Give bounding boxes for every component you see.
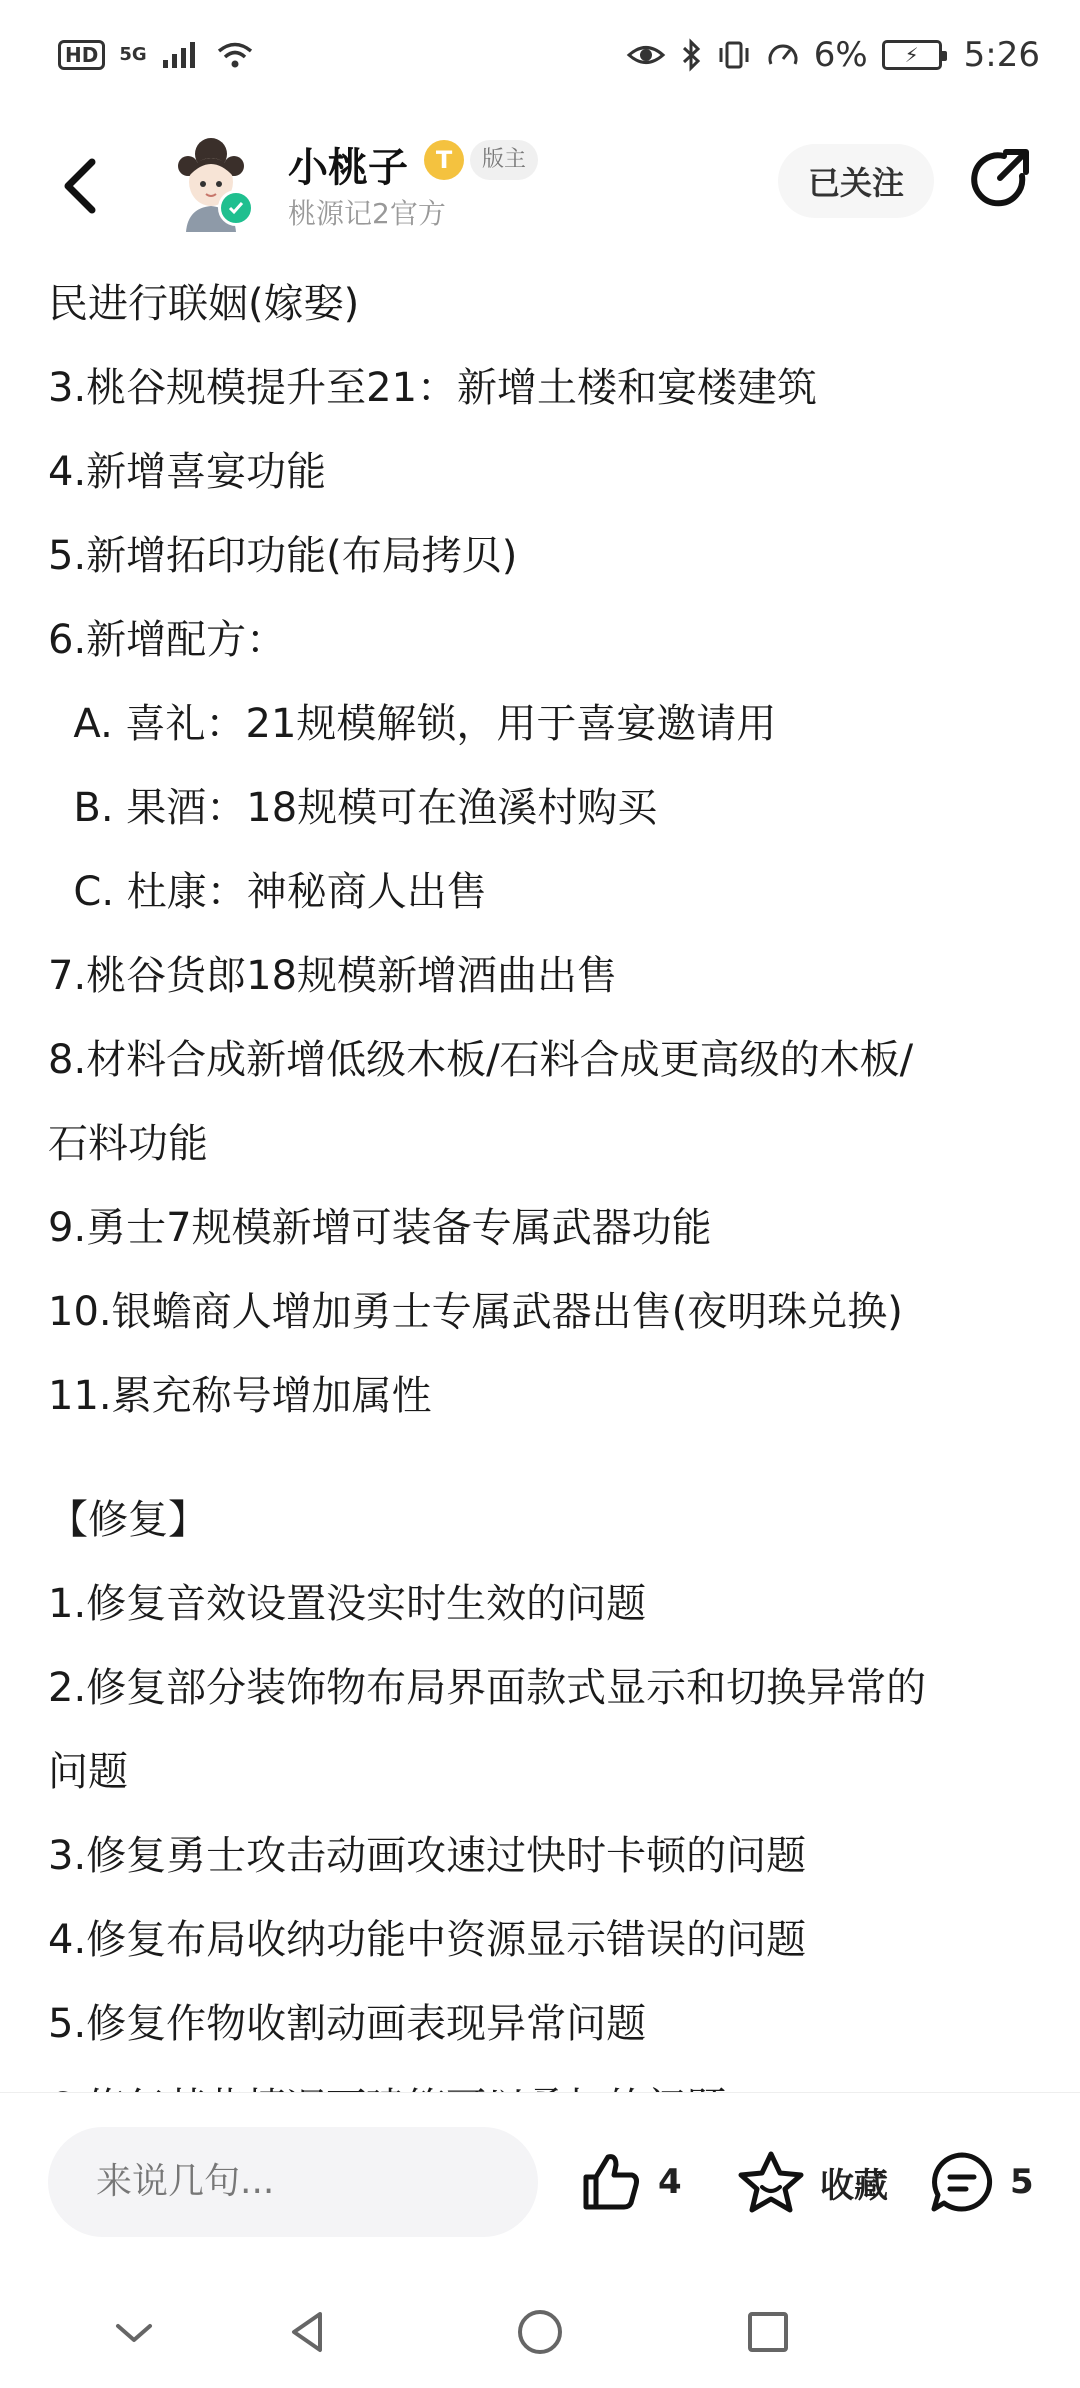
action-bar [0, 2092, 1080, 2272]
content-line: 10.银蟾商人增加勇士专属武器出售(夜明珠兑换) [48, 1289, 903, 1335]
signal-icon [161, 40, 201, 70]
user-subtitle: 桃源记2官方 [288, 197, 446, 230]
coin-badge: T [424, 140, 464, 180]
content-line: 3.修复勇士攻击动画攻速过快时卡顿的问题 [48, 1833, 807, 1879]
battery-icon: ⚡ [882, 40, 942, 70]
section-heading: 【修复】 [48, 1497, 208, 1543]
comment-count: 5 [1010, 2162, 1034, 2202]
post-content [48, 262, 1048, 2092]
status-time: 5:26 [963, 35, 1040, 75]
back-arrow-icon[interactable] [52, 150, 112, 222]
content-line: 5.新增拓印功能(布局拷贝) [48, 533, 518, 579]
paragraph-gap [48, 1438, 1048, 1478]
content-line: 石料功能 [48, 1121, 208, 1167]
comment-input[interactable]: 来说几句... [48, 2127, 538, 2237]
comments-button[interactable] [928, 2137, 1034, 2227]
verified-icon [218, 190, 254, 226]
content-line: 11.累充称号增加属性 [48, 1373, 432, 1419]
home-circle-icon[interactable] [510, 2302, 570, 2362]
content-line: 4.修复布局收纳功能中资源显示错误的问题 [48, 1917, 807, 1963]
content-line: 7.桃谷货郎18规模新增酒曲出售 [48, 953, 618, 999]
status-left [58, 40, 255, 70]
like-count: 4 [658, 2162, 682, 2202]
share-icon[interactable] [966, 146, 1034, 214]
content-line: 问题 [48, 1749, 128, 1795]
star-icon [736, 2149, 806, 2215]
network-type: 5G [119, 44, 147, 65]
content-line: B. 果酒：18规模可在渔溪村购买 [48, 785, 658, 831]
content-line: 6.新增配方： [48, 617, 287, 663]
bluetooth-icon [680, 39, 702, 71]
back-triangle-icon[interactable] [278, 2302, 338, 2362]
content-line: 3.桃谷规模提升至21：新增土楼和宴楼建筑 [48, 365, 818, 411]
speed-icon [766, 40, 800, 70]
role-badge: 版主 [470, 140, 538, 180]
content-line: 2.修复部分装饰物布局界面款式显示和切换异常的 [48, 1665, 927, 1711]
content-line: C. 杜康：神秘商人出售 [48, 869, 487, 915]
like-button[interactable] [578, 2137, 682, 2227]
chevron-down-icon[interactable] [104, 2302, 164, 2362]
follow-button[interactable]: 已关注 [778, 144, 934, 218]
content-line: 5.修复作物收割动画表现异常问题 [48, 2001, 647, 2047]
content-line: 4.新增喜宴功能 [48, 449, 327, 495]
thumbs-up-icon [578, 2149, 644, 2215]
network-indicator [119, 46, 146, 64]
eye-icon [626, 40, 666, 70]
content-line: 1.修复音效设置没实时生效的问题 [48, 1581, 647, 1627]
user-name[interactable]: 小桃子 [288, 145, 408, 191]
comment-bubble-icon [928, 2149, 996, 2215]
recents-square-icon[interactable] [738, 2302, 798, 2362]
content-line: 8.材料合成新增低级木板/石料合成更高级的木板/ [48, 1037, 914, 1083]
vibrate-icon [716, 40, 752, 70]
battery-percent: 6% [813, 35, 868, 75]
hd-badge: HD [58, 40, 105, 70]
content-line: 9.勇士7规模新增可装备专属武器功能 [48, 1205, 712, 1251]
content-line: 民进行联姻(嫁娶) [48, 281, 360, 327]
wifi-icon [215, 40, 255, 70]
content-line: A. 喜礼：21规模解锁，用于喜宴邀请用 [48, 701, 777, 747]
status-bar [0, 0, 1080, 110]
post-header [0, 110, 1080, 260]
system-nav-bar [0, 2272, 1080, 2388]
favorite-button[interactable] [736, 2137, 888, 2227]
status-right [626, 35, 1040, 75]
favorite-label: 收藏 [820, 2165, 888, 2206]
